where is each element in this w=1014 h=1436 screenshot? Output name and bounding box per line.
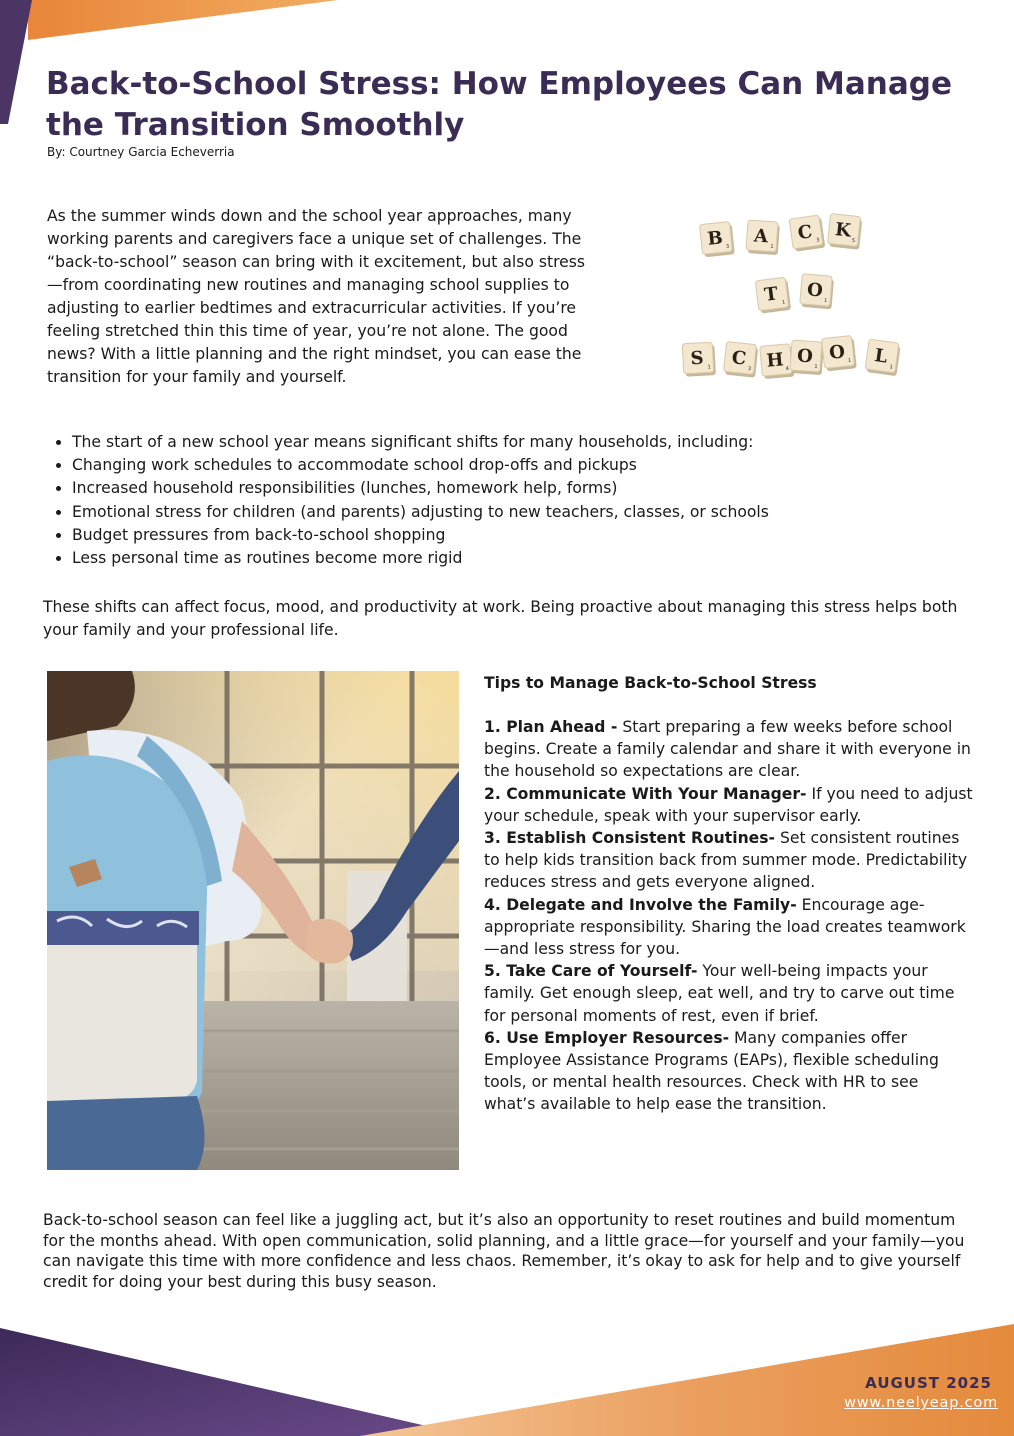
tile-letter: O (828, 341, 846, 364)
tile-score: 1 (707, 364, 711, 371)
tip-item (484, 827, 974, 894)
letter-tile (799, 274, 834, 310)
letter-tile (760, 344, 795, 380)
tile-score: 3 (815, 237, 820, 244)
tip-body: Set consistent routines to help kids transition back from summer mode. Predictability reduces stress and gets everyone aligned. (484, 829, 968, 892)
website-link[interactable]: www.neelyeap.com (844, 1395, 998, 1411)
bottom-purple-band (0, 1328, 470, 1436)
tip-item (484, 894, 974, 961)
letter-tile (746, 220, 780, 255)
tile-score: 1 (823, 297, 828, 305)
list-item: • The start of a new school year means significant shifts for many households, including: (72, 431, 972, 454)
author-byline: By: Courtney Garcia Echeverria (47, 145, 235, 159)
child-backpack-photo (47, 671, 459, 1170)
tile-score: 1 (781, 299, 786, 306)
tile-letter: T (763, 283, 780, 306)
list-item: • Emotional stress for children (and parents) adjusting to new teachers, classes, or schools (72, 501, 972, 524)
tile-letter: K (834, 219, 852, 242)
tile-letter: S (689, 347, 705, 370)
tip-item (484, 716, 974, 783)
tile-score: 5 (851, 237, 856, 245)
back-to-school-tiles-image (668, 200, 928, 390)
tile-letter: O (796, 345, 814, 368)
issue-date: AUGUST 2025 (865, 1374, 992, 1392)
top-orange-band (28, 0, 338, 40)
tip-item (484, 783, 974, 827)
letter-tile (789, 215, 825, 252)
closing-paragraph: Back-to-school season can feel like a juggling act, but it’s also an opportunity to reset routines and build momentum for the months ahead. With open communication, solid planning, and a little grace—for yourself and your family—you can navigate this time with more confidence and less chaos. Remember, it’s okay to ask for help and to give yourself credit for doing your best during this busy season. (43, 1211, 965, 1291)
letter-tile (700, 221, 735, 257)
intro-paragraph: As the summer winds down and the school year approaches, many working parents and caregivers face a unique set of challenges. The “back-to-school” season can bring with it excitement, but also stress—from coordinating new routines and managing school supplies to adjusting to earlier bedtimes and extracurricular activities. If you’re feeling stretched thin this time of year, you’re not alone. The good news? With a little planning and the right mindset, you can ease the transition for your family and yourself. (47, 207, 586, 386)
tile-score: 1 (814, 363, 818, 370)
tip-item (484, 1027, 974, 1116)
tip-body: If you need to adjust your schedule, speak with your supervisor early. (484, 784, 973, 825)
list-item: • Increased household responsibilities (lunches, homework help, forms) (72, 477, 972, 500)
letter-tile (822, 335, 857, 371)
tile-letter: C (730, 347, 748, 370)
tip-body: Encourage age-appropriate responsibility. Sharing the load creates teamwork—and less stress for you. (484, 895, 966, 959)
tile-letter: B (706, 227, 724, 250)
list-item: • Budget pressures from back-to-school shopping (72, 524, 972, 547)
tile-letter: O (806, 279, 824, 302)
page-title: Back-to-School Stress: How Employees Can Manage the Transition Smoothly (46, 66, 952, 143)
letter-tile (755, 277, 791, 314)
tip-body: Start preparing a few weeks before school begins. Create a family calendar and share it with everyone in the household so expectations are clear. (484, 718, 971, 781)
list-item: • Changing work schedules to accommodate school drop-offs and pickups (72, 454, 972, 477)
tile-score: 1 (770, 243, 774, 250)
tip-title: 5. Take Care of Yourself- (484, 962, 698, 981)
tip-body: Many companies offer Employee Assistance Programs (EAPs), flexible scheduling tools, or mental health resources. Check with HR to see what’s available to help ease the transition. (484, 1028, 939, 1114)
tips-heading: Tips to Manage Back-to-School Stress (484, 674, 817, 692)
top-purple-corner (0, 0, 32, 124)
tile-score: 1 (889, 364, 894, 371)
shifts-list (47, 431, 972, 570)
tile-letter: C (796, 221, 814, 245)
tip-body: Your well-being impacts your family. Get enough sleep, eat well, and try to carve out time for personal moments of rest, even if brief. (484, 962, 955, 1025)
tip-title: 3. Establish Consistent Routines- (484, 829, 776, 848)
letter-tile (865, 339, 901, 376)
tile-letter: L (873, 345, 889, 368)
tip-title: 6. Use Employer Resources- (484, 1028, 730, 1047)
tile-letter: A (753, 225, 769, 248)
letter-tile (827, 214, 862, 250)
tips-section (484, 672, 974, 1116)
tile-score: 4 (785, 365, 790, 373)
tip-title: 1. Plan Ahead - (484, 718, 618, 736)
list-item: • Less personal time as routines become more rigid (72, 547, 972, 570)
letter-tile (723, 342, 758, 378)
impact-paragraph: These shifts can affect focus, mood, and productivity at work. Being proactive about managing this stress helps both your family and your professional life. (43, 598, 958, 639)
tip-title: 4. Delegate and Involve the Family- (484, 895, 797, 914)
tile-letter: H (765, 349, 785, 372)
tile-score: 3 (747, 365, 752, 373)
tile-score: 3 (725, 243, 730, 250)
tip-title: 2. Communicate With Your Manager- (484, 784, 807, 803)
tip-item (484, 960, 974, 1027)
letter-tile (790, 340, 824, 375)
letter-tile (682, 342, 716, 377)
tile-score: 1 (847, 357, 852, 364)
bottom-decoration (0, 1320, 1014, 1436)
